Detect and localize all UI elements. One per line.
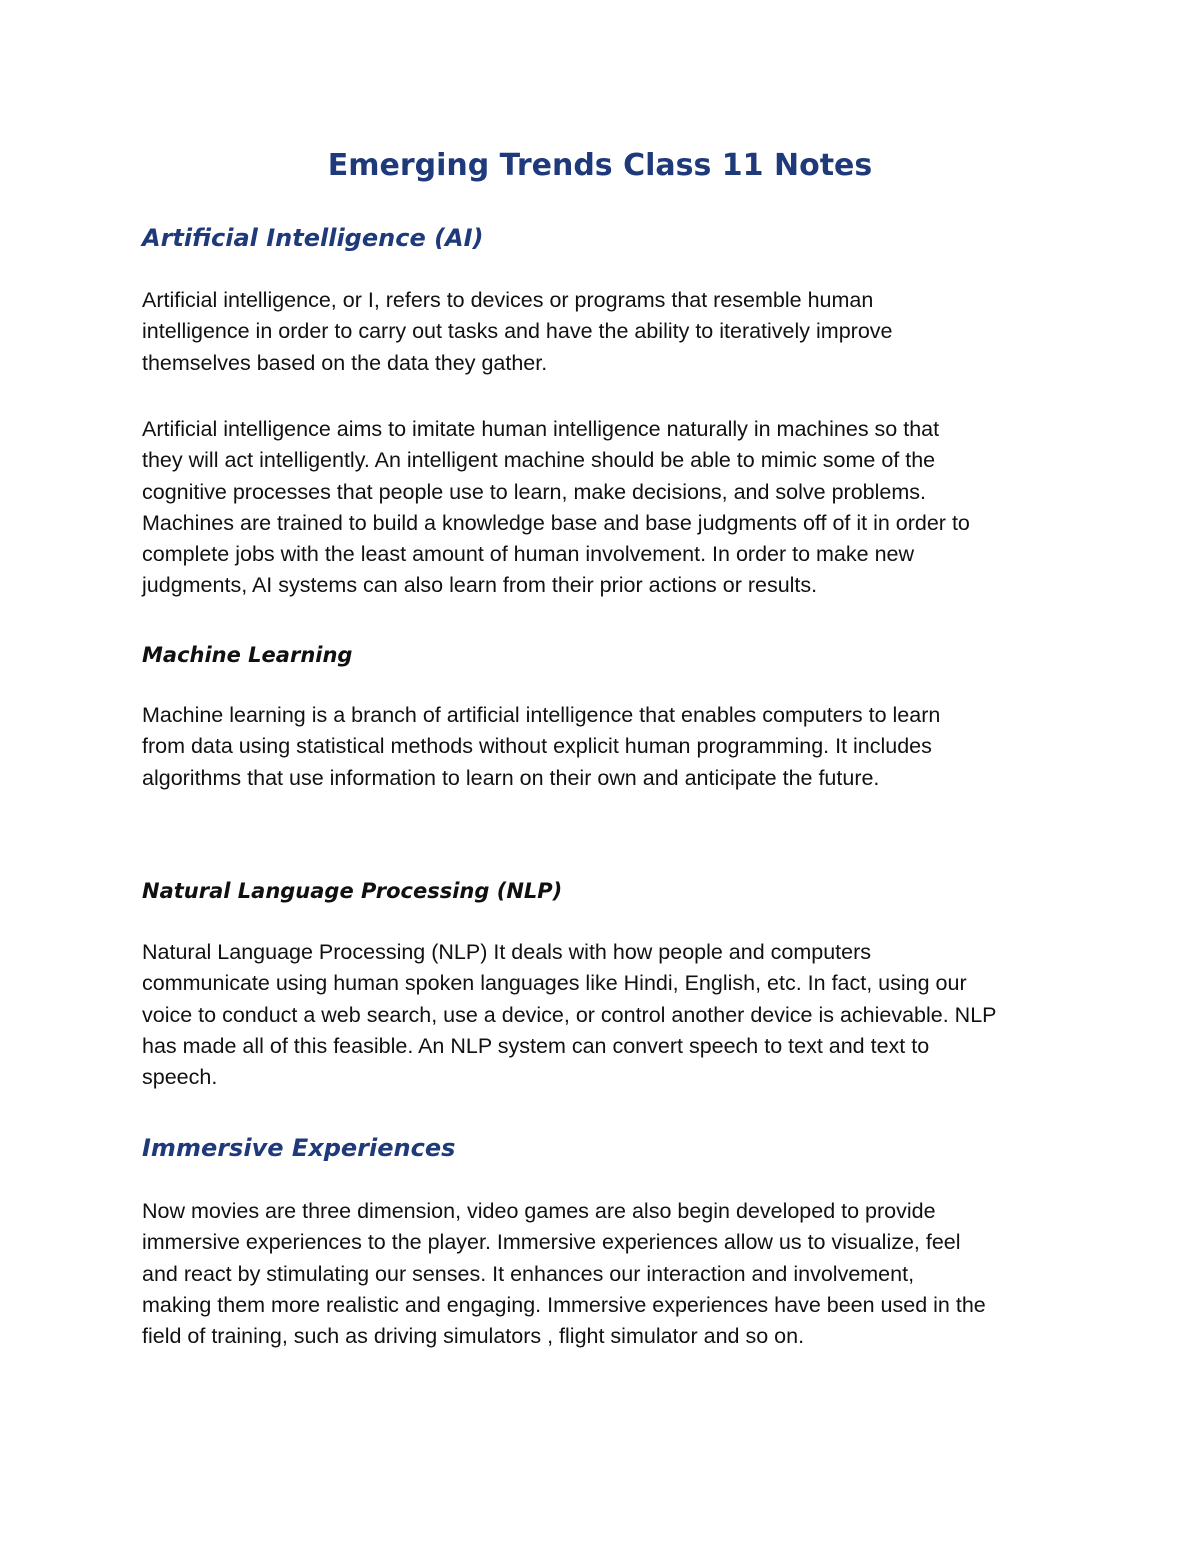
text-line: intelligence in order to carry out tasks and have the ability to iteratively improve: [142, 319, 893, 344]
text-line: making them more realistic and engaging. Immersive experiences have been used in the: [142, 1292, 986, 1317]
section-heading-nlp: Natural Language Processing (NLP): [142, 879, 563, 903]
text-line: Natural Language Processing (NLP) It deals with how people and computers: [142, 940, 872, 964]
paragraph-immersive-experiences: [142, 1196, 1072, 1352]
text-line: Now movies are three dimension, video games are also begin developed to provide: [142, 1199, 936, 1223]
text-line: field of training, such as driving simulators , flight simulator and so on.: [142, 1324, 805, 1349]
text-line: judgments, AI systems can also learn from their prior actions or results.: [142, 573, 818, 598]
paragraph-machine-learning: [142, 700, 1072, 794]
text-line: has made all of this feasible. An NLP system can convert speech to text and text to: [142, 1033, 930, 1058]
paragraph-nlp: [142, 937, 1072, 1093]
text-line: Artificial intelligence aims to imitate human intelligence naturally in machines so that: [142, 417, 940, 441]
page-title: Emerging Trends Class 11 Notes: [327, 148, 873, 183]
text-line: Machine learning is a branch of artificial intelligence that enables computers to learn: [142, 703, 941, 727]
text-line: communicate using human spoken languages like Hindi, English, etc. In fact, using our: [142, 971, 967, 996]
section-heading-immersive-experiences: Immersive Experiences: [142, 1134, 456, 1162]
text-line: and react by stimulating our senses. It enhances our interaction and involvement,: [142, 1261, 915, 1286]
text-line: voice to conduct a web search, use a device, or control another device is achievable. NLP: [142, 1002, 997, 1027]
text-line: complete jobs with the least amount of human involvement. In order to make new: [142, 542, 915, 567]
text-line: immersive experiences to the player. Immersive experiences allow us to visualize, feel: [142, 1230, 961, 1255]
section-heading-ai: Artificial Intelligence (AI): [142, 224, 484, 252]
text-line: they will act intelligently. An intelligent machine should be able to mimic some of the: [142, 448, 936, 473]
text-line: algorithms that use information to learn on their own and anticipate the future.: [142, 765, 880, 790]
text-line: themselves based on the data they gather.: [142, 350, 548, 375]
paragraph-ai-definition: [142, 285, 1072, 379]
text-line: from data using statistical methods without explicit human programming. It includes: [142, 734, 932, 759]
section-heading-machine-learning: Machine Learning: [142, 643, 353, 667]
text-line: Machines are trained to build a knowledge base and base judgments off of it in order to: [142, 510, 970, 535]
text-line: Artificial intelligence, or I, refers to devices or programs that resemble human: [142, 288, 874, 312]
text-line: speech.: [142, 1065, 218, 1090]
text-line: cognitive processes that people use to learn, make decisions, and solve problems.: [142, 479, 926, 504]
paragraph-ai-aims: [142, 414, 1072, 602]
